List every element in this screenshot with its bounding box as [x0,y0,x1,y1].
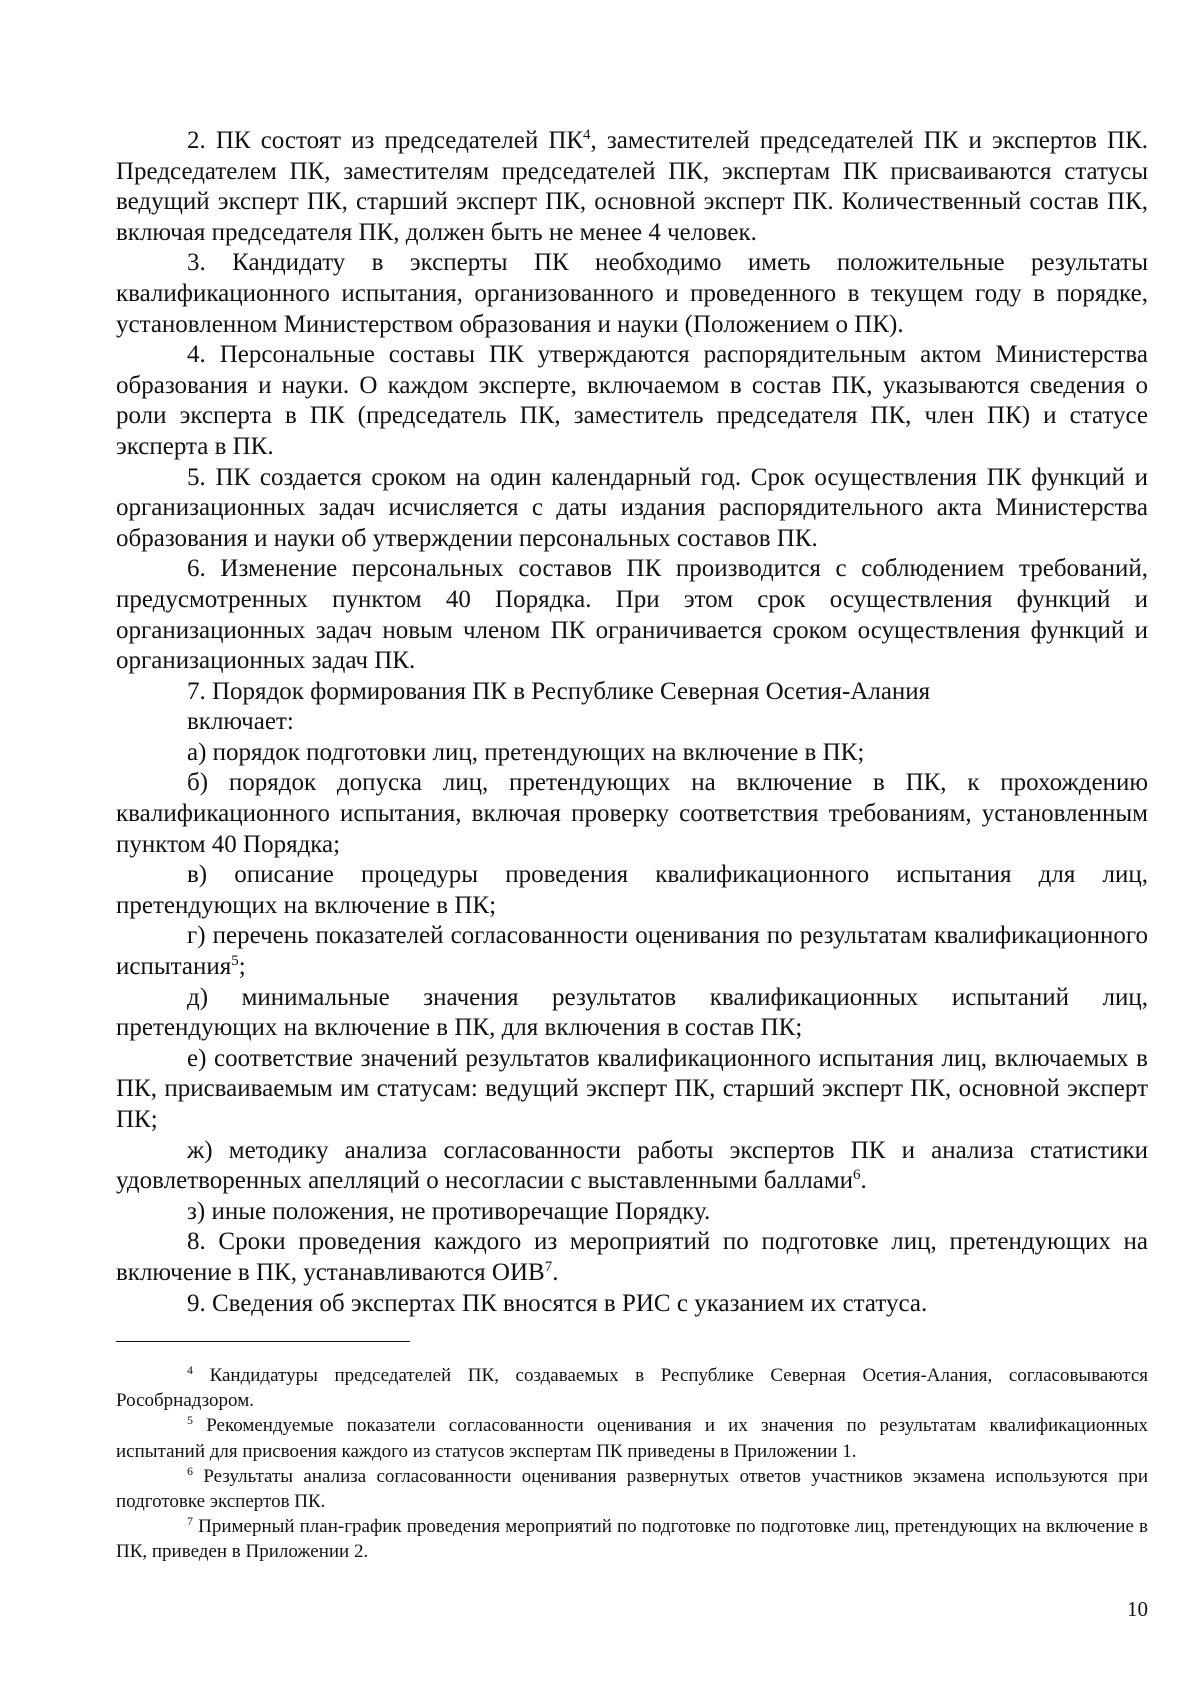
footnote-number: 6 [187,1463,193,1478]
list-item-v: в) описание процедуры проведения квалификационного испытания для лиц, претендующих на включение в ПК; [116,861,1148,919]
paragraph-7-continuation: включает: [187,708,294,736]
paragraph-8: 8. Сроки проведения каждого из мероприятий по подготовке лиц, претендующих на включение в ПК, устанавливаются ОИВ$^7$. [116,1228,1148,1286]
footnote-ref-4[interactable]: 4 [583,127,591,143]
footnote-number: 7 [187,1514,193,1529]
footnote-separator [116,1341,410,1342]
footnote-5: $^5$ Рекомендуемые показатели согласованности оценивания и их значения по результатам квалификационных испытаний для присвоения каждого из статусов экспертам ПК приведены в Приложении 1. [116,1413,1148,1462]
main-text [116,126,1148,1319]
paragraph-6: 6. Изменение персональных составов ПК производится с соблюдением требований, предусмотренных пунктом 40 Порядка. При этом срок осуществления функций и организационных задач новым членом ПК ограничивается сроком осуществления функций и организационных задач ПК. [116,555,1148,675]
footnote-number: 5 [187,1413,193,1428]
list-item-z: з) иные положения, не противоречащие Порядку. [187,1197,711,1225]
footnote-7: $^7$ Примерный план-график проведения мероприятий по подготовке по подготовке лиц, претендующих на включение в ПК, приведен в Приложении 2. [116,1514,1148,1563]
paragraph-5: 5. ПК создается сроком на один календарный год. Срок осуществления ПК функций и организационных задач исчисляется с даты издания распорядительного акта Министерства образования и науки об утверждении персональных составов ПК. [116,463,1148,552]
footnote-ref-7[interactable]: 7 [544,1258,553,1275]
list-item-d: д) минимальные значения результатов квалификационных испытаний лиц, претендующих на включение в ПК, для включения в состав ПК; [116,983,1148,1042]
list-item-zh: ж) методику анализа согласованности работы экспертов ПК и анализа статистики удовлетворенных апелляций о несогласии с выставленными баллами$^6$. [116,1136,1148,1195]
footnote-ref-6[interactable]: 6 [853,1167,861,1184]
footnote-6: $^6$ Результаты анализа согласованности оценивания развернутых ответов участников экзамена используются при подготовке экспертов ПК. [116,1463,1148,1513]
list-item-e: е) соответствие значений результатов квалификационного испытания лиц, включаемых в ПК, присваиваемым им статусам: ведущий эксперт ПК, старший эксперт ПК, основной эксперт ПК; [116,1044,1148,1133]
paragraph-7: 7. Порядок формирования ПК в Республике Северная Осетия-Алания [187,677,931,705]
footnotes [116,1363,1148,1565]
footnote-number: 4 [187,1363,193,1377]
paragraph-3: 3. Кандидату в эксперты ПК необходимо иметь положительные результаты квалификационного испытания, организованного и проведенного в текущем году в порядке, установленном Министерством образования и науки (Положением о ПК). [116,249,1148,338]
footnote-4: $^4$ Кандидатуры председателей ПК, создаваемых в Республике Северная Осетия-Алания, согласовываются Рособрнадзором. [116,1363,1148,1412]
footnote-ref-5[interactable]: 5 [231,953,239,970]
list-item-g: г) перечень показателей согласованности оценивания по результатам квалификационного испытания$^5$; [116,922,1148,981]
list-item-b: б) порядок допуска лиц, претендующих на включение в ПК, к прохождению квалификационного испытания, включая проверку соответствия требованиям, установленным пунктом 40 Порядка; [116,769,1148,858]
paragraph-9: 9. Сведения об экспертах ПК вносятся в РИС с указанием их статуса. [187,1289,928,1317]
page-number: 10 [1127,1597,1148,1621]
paragraph-4: 4. Персональные составы ПК утверждаются распорядительным актом Министерства образования и науки. О каждом эксперте, включаемом в состав ПК, указываются сведения о роли эксперта в ПК (председатель ПК, заместитель председателя ПК, член ПК) и статусе эксперта в ПК. [116,341,1148,460]
paragraph-2: 2. ПК состоят из председателей $ПК^4$, заместителей председателей ПК и экспертов ПК. Председателем ПК, заместителям председателей ПК, экспертам ПК присваиваются статусы ведущий эксперт ПК, старший эксперт ПК, основной эксперт ПК. Количественный состав ПК, включая председателя ПК, должен быть не менее 4 человек. [116,127,1148,246]
list-item-a: а) порядок подготовки лиц, претендующих на включение в ПК; [187,738,865,766]
